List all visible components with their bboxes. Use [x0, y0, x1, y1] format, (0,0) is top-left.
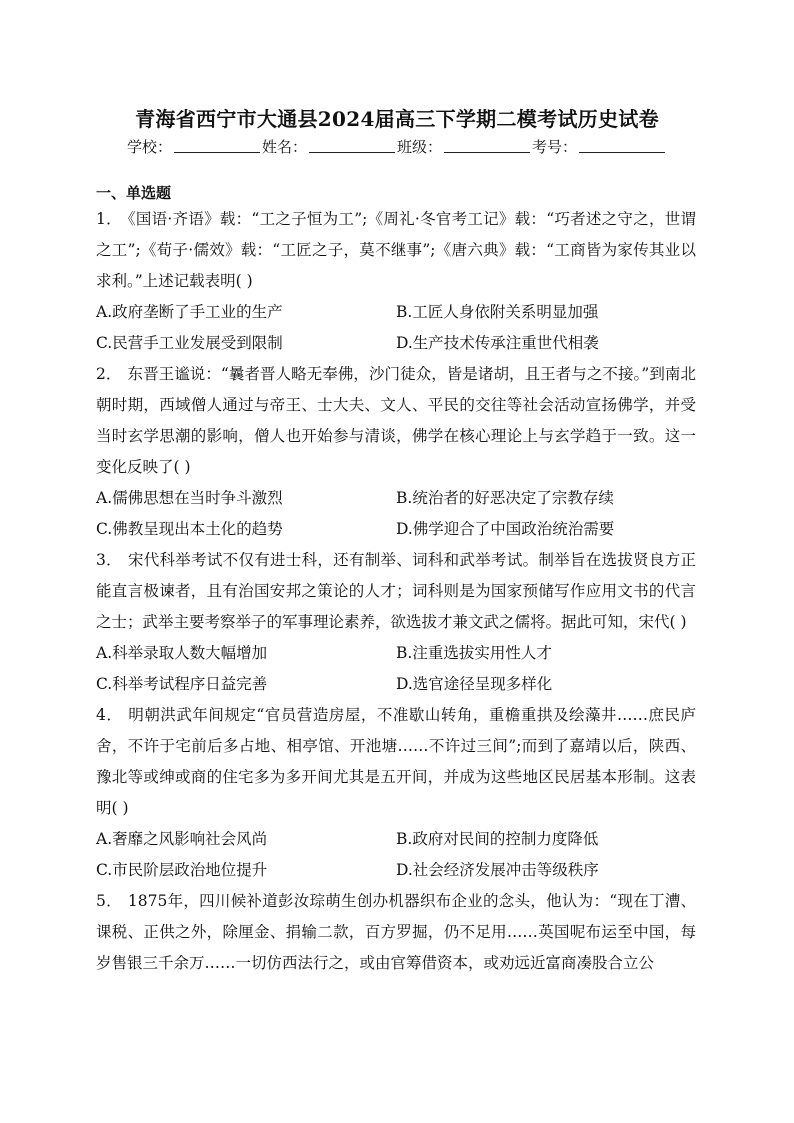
question-4 [96, 700, 696, 886]
question-number: 4． [96, 706, 123, 724]
question-number: 1． [96, 210, 122, 228]
section-heading: 一、单选题 [96, 184, 172, 202]
option-d[interactable]: D.生产技术传承注重世代相袭 [396, 334, 599, 352]
class-label: 班级： [397, 138, 443, 156]
question-3 [96, 545, 696, 700]
option-c[interactable]: C.佛教呈现出本土化的趋势 [96, 520, 283, 538]
option-c[interactable]: C.民营手工业发展受到限制 [96, 334, 283, 352]
option-b[interactable]: B.统治者的好恶决定了宗教存续 [396, 489, 614, 507]
option-c[interactable]: C.科举考试程序日益完善 [96, 675, 268, 693]
option-b[interactable]: B.注重选拔实用性人才 [396, 644, 552, 662]
option-group [96, 824, 696, 886]
option-group [96, 638, 696, 700]
option-b[interactable]: B.工匠人身依附关系明显加强 [396, 303, 599, 321]
name-blank[interactable] [309, 136, 395, 153]
question-stem: 《国语·齐语》载：“工之子恒为工”;《周礼·冬官考工记》载：“巧者述之守之，世谓之工”;《荀子·儒效》载：“工匠之子，莫不继事”;《唐六典》载：“工商皆为家传其业以求利。”上述记载表明( ) [96, 210, 696, 290]
option-group [96, 297, 696, 359]
name-label: 姓名： [261, 138, 307, 156]
question-number: 2． [96, 365, 122, 383]
option-d[interactable]: D.佛学迎合了中国政治统治需要 [396, 520, 615, 538]
question-stem: 东晋王谧说：“曩者晋人略无奉佛，沙门徒众，皆是诸胡，且王者与之不接。”到南北朝时期，西域僧人通过与帝王、士大夫、文人、平民的交往等社会活动宣扬佛学，并受当时玄学思潮的影响，僧人也开始参与清谈，佛学在核心理论上与玄学趋于一致。这一变化反映了( ) [96, 365, 696, 476]
class-blank[interactable] [444, 136, 530, 153]
option-d[interactable]: D.社会经济发展冲击等级秩序 [396, 861, 599, 879]
option-a[interactable]: A.科举录取人数大幅增加 [96, 644, 268, 662]
option-a[interactable]: A.奢靡之风影响社会风尚 [96, 830, 268, 848]
number-label: 考号： [532, 138, 578, 156]
option-b[interactable]: B.政府对民间的控制力度降低 [396, 830, 599, 848]
question-stem: 1875年，四川候补道彭汝琮萌生创办机器织布企业的念头，他认为：“现在丁漕、课税、正供之外，除厘金、捐输二款，百方罗掘，仍不足用……英国呢布运至中国，每岁售银三千余万……一切仿西法行之，或由官筹借资本，或劝远近富商凑股合立公 [96, 892, 696, 972]
school-blank[interactable] [174, 136, 260, 153]
exam-title: 青海省西宁市大通县2024届高三下学期二模考试历史试卷 [135, 107, 659, 131]
number-blank[interactable] [579, 136, 665, 153]
option-a[interactable]: A.儒佛思想在当时争斗激烈 [96, 489, 283, 507]
question-number: 5． [96, 892, 122, 910]
option-d[interactable]: D.选官途径呈现多样化 [396, 675, 553, 693]
student-info-row [0, 136, 794, 157]
question-stem: 宋代科举考试不仅有进士科，还有制举、词科和武举考试。制举旨在选拔贤良方正能直言极谏者，且有治国安邦之策论的人才；词科则是为国家预储写作应用文书的代言之士；武举主要考察举子的军事理论素养，欲选拔才兼文武之儒将。据此可知，宋代( ) [96, 551, 696, 631]
question-stem: 明朝洪武年间规定“官员营造房屋，不准歇山转角，重檐重拱及绘藻井……庶民庐舍，不许于宅前后多占地、相亭馆、开池塘……不许过三间”;而到了嘉靖以后，陕西、豫北等或绅或商的住宅多为多开间尤其是五开间，并成为这些地区民居基本形制。这表明( ) [96, 706, 696, 817]
question-list [96, 204, 696, 979]
school-label: 学校： [126, 138, 172, 156]
question-1 [96, 204, 696, 359]
option-c[interactable]: C.市民阶层政治地位提升 [96, 861, 268, 879]
question-5 [96, 886, 696, 979]
question-number: 3． [96, 551, 122, 569]
option-a[interactable]: A.政府垄断了手工业的生产 [96, 303, 283, 321]
option-group [96, 483, 696, 545]
question-2 [96, 359, 696, 545]
